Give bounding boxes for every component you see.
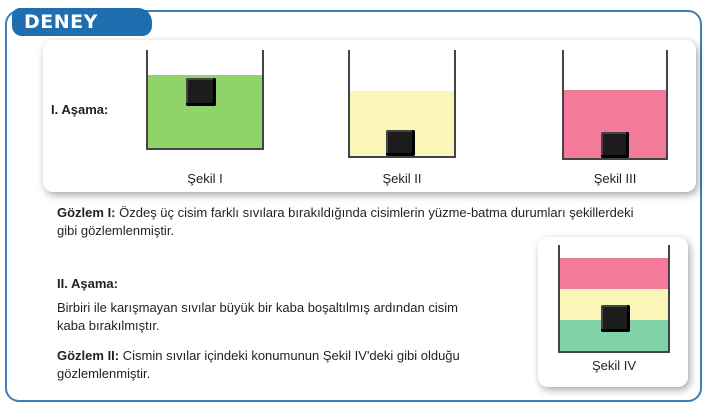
- stage2-line1: Birbiri ile karışmayan sıvılar büyük bir kaba boşaltılmış ardından cisim: [57, 300, 458, 315]
- caption-figure-3: Şekil III: [593, 171, 637, 186]
- figure4-panel: [538, 237, 688, 387]
- tab-label: DENEY: [24, 11, 98, 33]
- stage2-text: [57, 299, 527, 335]
- experiment-tab: [12, 8, 152, 36]
- stage2-label: II. Aşama:: [57, 276, 118, 291]
- caption-figure-2: Şekil II: [382, 171, 422, 186]
- cube-1: [186, 78, 216, 106]
- observation1-line1: Özdeş üç cisim farklı sıvılara bırakıldığında cisimlerin yüzme-batma durumları şekillerdeki: [115, 205, 634, 220]
- cube-3: [601, 132, 629, 158]
- cube-4: [601, 305, 630, 332]
- stage1-label: I. Aşama:: [51, 102, 109, 117]
- beaker-2: [348, 50, 456, 158]
- stage1-panel: [43, 40, 696, 192]
- observation2-line1: Cismin sıvılar içindeki konumunun Şekil IV'deki gibi olduğu: [119, 348, 460, 363]
- observation1-line2: gibi gözlemlenmiştir.: [57, 223, 175, 238]
- observation2-line2: gözlemlenmiştir.: [57, 366, 151, 381]
- observation2-text: [57, 347, 527, 383]
- liquid-layer-top: [560, 258, 668, 289]
- beaker-3: [562, 50, 668, 160]
- cube-2: [386, 130, 415, 156]
- caption-figure-1: Şekil I: [187, 171, 223, 186]
- observation2-label: Gözlem II:: [57, 348, 120, 363]
- beaker-4: [558, 245, 670, 353]
- observation1-text: [57, 204, 697, 240]
- observation1-label: Gözlem I:: [57, 205, 116, 220]
- stage2-line2: kaba bırakılmıştır.: [57, 318, 160, 333]
- beaker-1: [146, 50, 264, 150]
- caption-figure-4: Şekil IV: [591, 358, 637, 373]
